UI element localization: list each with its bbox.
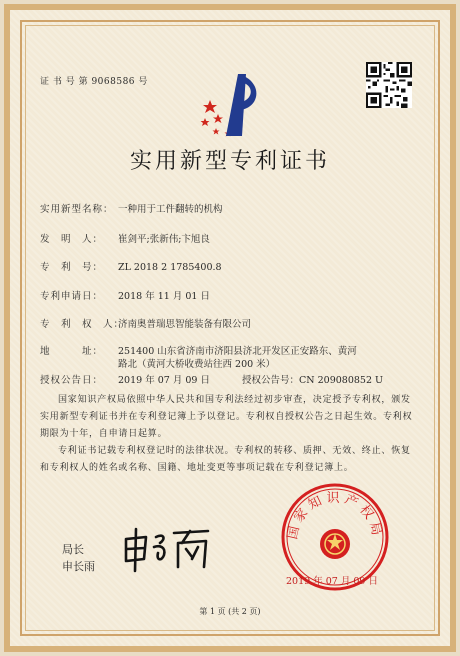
field-value: 路北（黄河大桥收费站往西 200 米） (118, 359, 276, 370)
field-grant-date (40, 372, 210, 386)
certificate-number: 证 书 号 第 9068586 号 (40, 77, 148, 87)
seal-date: 2019 年 07 月 09 日 (286, 576, 378, 587)
field-value: CN 209080852 U (299, 375, 384, 386)
field-value: 一种用于工件翻转的机构 (118, 204, 223, 215)
certificate-title: 实用新型专利证书 (129, 149, 330, 174)
field-label: 专利申请日： (40, 291, 104, 302)
patent-office-emblem-icon (196, 70, 266, 140)
field-address (40, 343, 357, 357)
field-label: 专 利 号： (40, 262, 104, 273)
field-value: 崔剑平;张新伟;卞旭良 (118, 234, 210, 245)
field-label: 专 利 权 人： (40, 319, 125, 330)
field-value: 济南奥普瑞思智能装备有限公司 (118, 319, 252, 330)
legal-status-paragraph: 专利证书记载专利权登记时的法律状况。专利权的转移、质押、无效、终止、恢复和专利权人的姓名或名称、国籍、地址变更等事项记载在专利登记簿上。 (40, 446, 411, 473)
field-utility-model-name (40, 201, 223, 215)
field-label: 实用新型名称： (40, 204, 114, 215)
grant-paragraph: 国家知识产权局依照中华人民共和国专利法经过初步审查，决定授予专利权，颁发实用新型专利证书并在专利登记簿上予以登记。专利权自授权公告之日起生效。专利权期限为十年，自申请日起算。 (40, 395, 413, 439)
field-filing-date (40, 288, 210, 302)
handwritten-signature (120, 525, 212, 573)
field-value: ZL 2018 2 1785400.8 (118, 262, 222, 273)
field-patent-number (40, 259, 222, 273)
field-address-continued (40, 356, 275, 370)
field-inventors (40, 231, 210, 245)
field-publication-number (242, 372, 383, 386)
director-name: 申长雨 (62, 560, 95, 573)
field-patentee (40, 316, 251, 330)
field-value: 2018 年 11 月 01 日 (118, 291, 210, 302)
field-label: 发 明 人： (40, 234, 104, 245)
field-value: 251400 山东省济南市济阳县济北开发区正安路东、黄河 (118, 346, 357, 357)
director-title: 局长 (62, 543, 84, 556)
field-value: 2019 年 07 月 09 日 (118, 375, 210, 386)
qr-code-icon (366, 62, 412, 108)
page-footer: 第 1 页 (共 2 页) (199, 607, 261, 616)
field-label: 授权公告号： (242, 375, 300, 386)
field-label: 地 址： (40, 346, 104, 357)
seal-text: 国家知识产权局 (285, 491, 385, 541)
field-label: 授权公告日： (40, 375, 104, 386)
